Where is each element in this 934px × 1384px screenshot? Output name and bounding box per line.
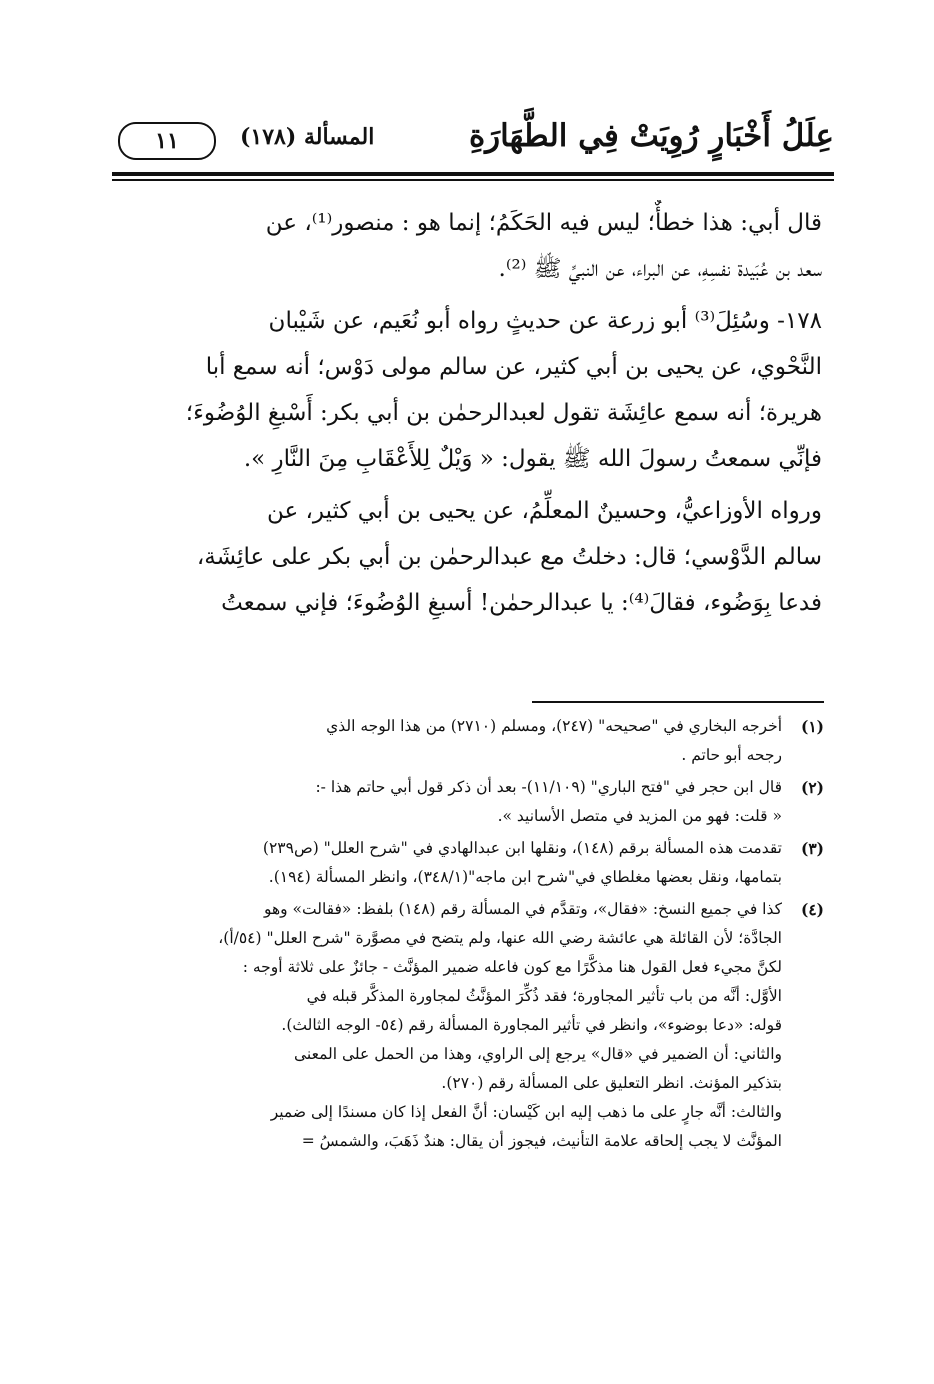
- footnote-line: كذا في جميع النسخ: «فقال»، وتقدَّم في المسألة رقم (١٤٨) بلفظ: «فقالت» وهو: [263, 900, 782, 918]
- footnote-1: [112, 712, 824, 770]
- footnote-body: [112, 712, 782, 770]
- footnote-line: أخرجه البخاري في "صحيحه" (٢٤٧)، ومسلم (٢٧١٠) من هذا الوجه الذي: [326, 717, 782, 735]
- header-rule-thick: [112, 172, 834, 176]
- text-line: قال أبي: هذا خطأٌ؛ ليس فيه الحَكَمُ؛ إنما هو : منصور⁽¹⁾، عن: [265, 210, 822, 236]
- footnote-line: الأوَّل: أنَّه من باب تأثير المجاورة؛ فقد ذُكِّرَ المؤنَّثُ لمجاورة المذكَّر قبله في: [306, 987, 782, 1005]
- footnote-number: (٤): [800, 900, 824, 919]
- footnote-line: قوله: «دعا بوضوء»، وانظر في تأثير المجاورة المسألة رقم (٥٤- الوجه الثالث).: [281, 1016, 782, 1034]
- paragraph-2: [122, 298, 822, 482]
- footnote-line: المؤنَّث لا يجب إلحاقه علامة التأنيث، فيجوز أن يقال: هندٌ ذَهَبَ، والشمسُ =: [301, 1132, 782, 1150]
- text-line: سعد بن عُبَيدة نفسِهِ، عن البراء، عن النبيِّ ﷺ ⁽²⁾.: [498, 256, 822, 282]
- footnote-line: والثاني: أن الضمير في «قال» يرجع إلى الراوي، وهذا من الحمل على المعنى: [294, 1045, 782, 1063]
- footnote-2: [112, 773, 824, 831]
- footnote-line: رجحه أبو حاتم .: [681, 746, 782, 764]
- footnote-line: تقدمت هذه المسألة برقم (١٤٨)، ونقلها ابن عبدالهادي في "شرح العلل" (ص٢٣٩): [262, 839, 782, 857]
- issue-label: المسألة (١٧٨): [240, 124, 375, 150]
- footnote-4: [112, 895, 824, 1156]
- text-line: هريرة؛ أنه سمع عائِشَة تقول لعبدالرحمٰن بن أبي بكر: أَسْبغِ الوُضُوءَ؛: [185, 400, 822, 426]
- header-rule-thin: [112, 179, 834, 181]
- footnote-line: قال ابن حجر في "فتح الباري" (١١/١٠٩)- بعد أن ذكر قول أبي حاتم هذا -:: [315, 778, 782, 796]
- footnote-number: (٢): [800, 778, 824, 797]
- footnotes: [112, 712, 824, 1159]
- footnote-line: والثالث: أنَّه جارٍ على ما ذهب إليه ابن كَيْسان: أنَّ الفعل إذا كان مسندًا إلى ضمير: [270, 1103, 782, 1121]
- main-text: [122, 200, 822, 632]
- page-number: ١١: [118, 122, 216, 160]
- text-line: فإنِّي سمعتُ رسولَ الله ﷺ يقول: « وَيْلٌ لِلأَعْقَابِ مِنَ النَّارِ ».: [243, 446, 822, 472]
- paragraph-1: [122, 200, 822, 292]
- paragraph-3: [122, 488, 822, 626]
- text-line: ورواه الأوزاعيُّ، وحسينٌ المعلِّمُ، عن يحيى بن أبي كثير، عن: [266, 498, 822, 524]
- text-line: ١٧٨- وسُئِلَ⁽³⁾ أبو زرعة عن حديثٍ رواه أبو نُعَيم، عن شَيْبان: [268, 308, 822, 334]
- footnote-body: [112, 895, 782, 1156]
- footnote-separator: [532, 701, 824, 703]
- footnote-body: [112, 773, 782, 831]
- text-line: سالم الدَّوْسي؛ قال: دخلتُ مع عبدالرحمٰن بن أبي بكر على عائِشَة،: [196, 544, 822, 570]
- footnote-line: بتذكير المؤنث. انظر التعليق على المسألة رقم (٢٧٠).: [441, 1074, 782, 1092]
- footnote-body: [112, 834, 782, 892]
- footnote-line: لكنَّ مجيء فعل القول هنا مذكَّرًا مع كون فاعله ضمير المؤنَّث - جائزٌ على ثلاثة أوجه :: [242, 958, 782, 976]
- book-title: عِلَلُ أَخْبَارٍ رُوِيَتْ فِي الطَّهَارَةِ: [468, 118, 834, 154]
- text-line: النَّحْوي، عن يحيى بن أبي كثير، عن سالم مولى دَوْس؛ أنه سمع أبا: [205, 354, 822, 380]
- running-header: [112, 110, 834, 172]
- footnote-line: « قلت: فهو من المزيد في متصل الأسانيد ».: [497, 807, 782, 825]
- footnote-number: (١): [800, 717, 824, 736]
- footnote-line: بتمامها، ونقل بعضها مغلطاي في"شرح ابن ماجه"(٣٤٨/١)، وانظر المسألة (١٩٤).: [268, 868, 782, 886]
- text-line: فدعا بِوَضُوء، فقالَ⁽⁴⁾: يا عبدالرحمٰن! أسبغِ الوُضُوءَ؛ فإني سمعتُ: [221, 590, 822, 616]
- footnote-3: [112, 834, 824, 892]
- footnote-number: (٣): [800, 839, 824, 858]
- footnote-line: الجادَّة؛ لأن القائلة هي عائشة رضي الله عنها، ولم يتضح في مصوَّرة "شرح العلل" (٥٤/أ)،: [218, 929, 782, 947]
